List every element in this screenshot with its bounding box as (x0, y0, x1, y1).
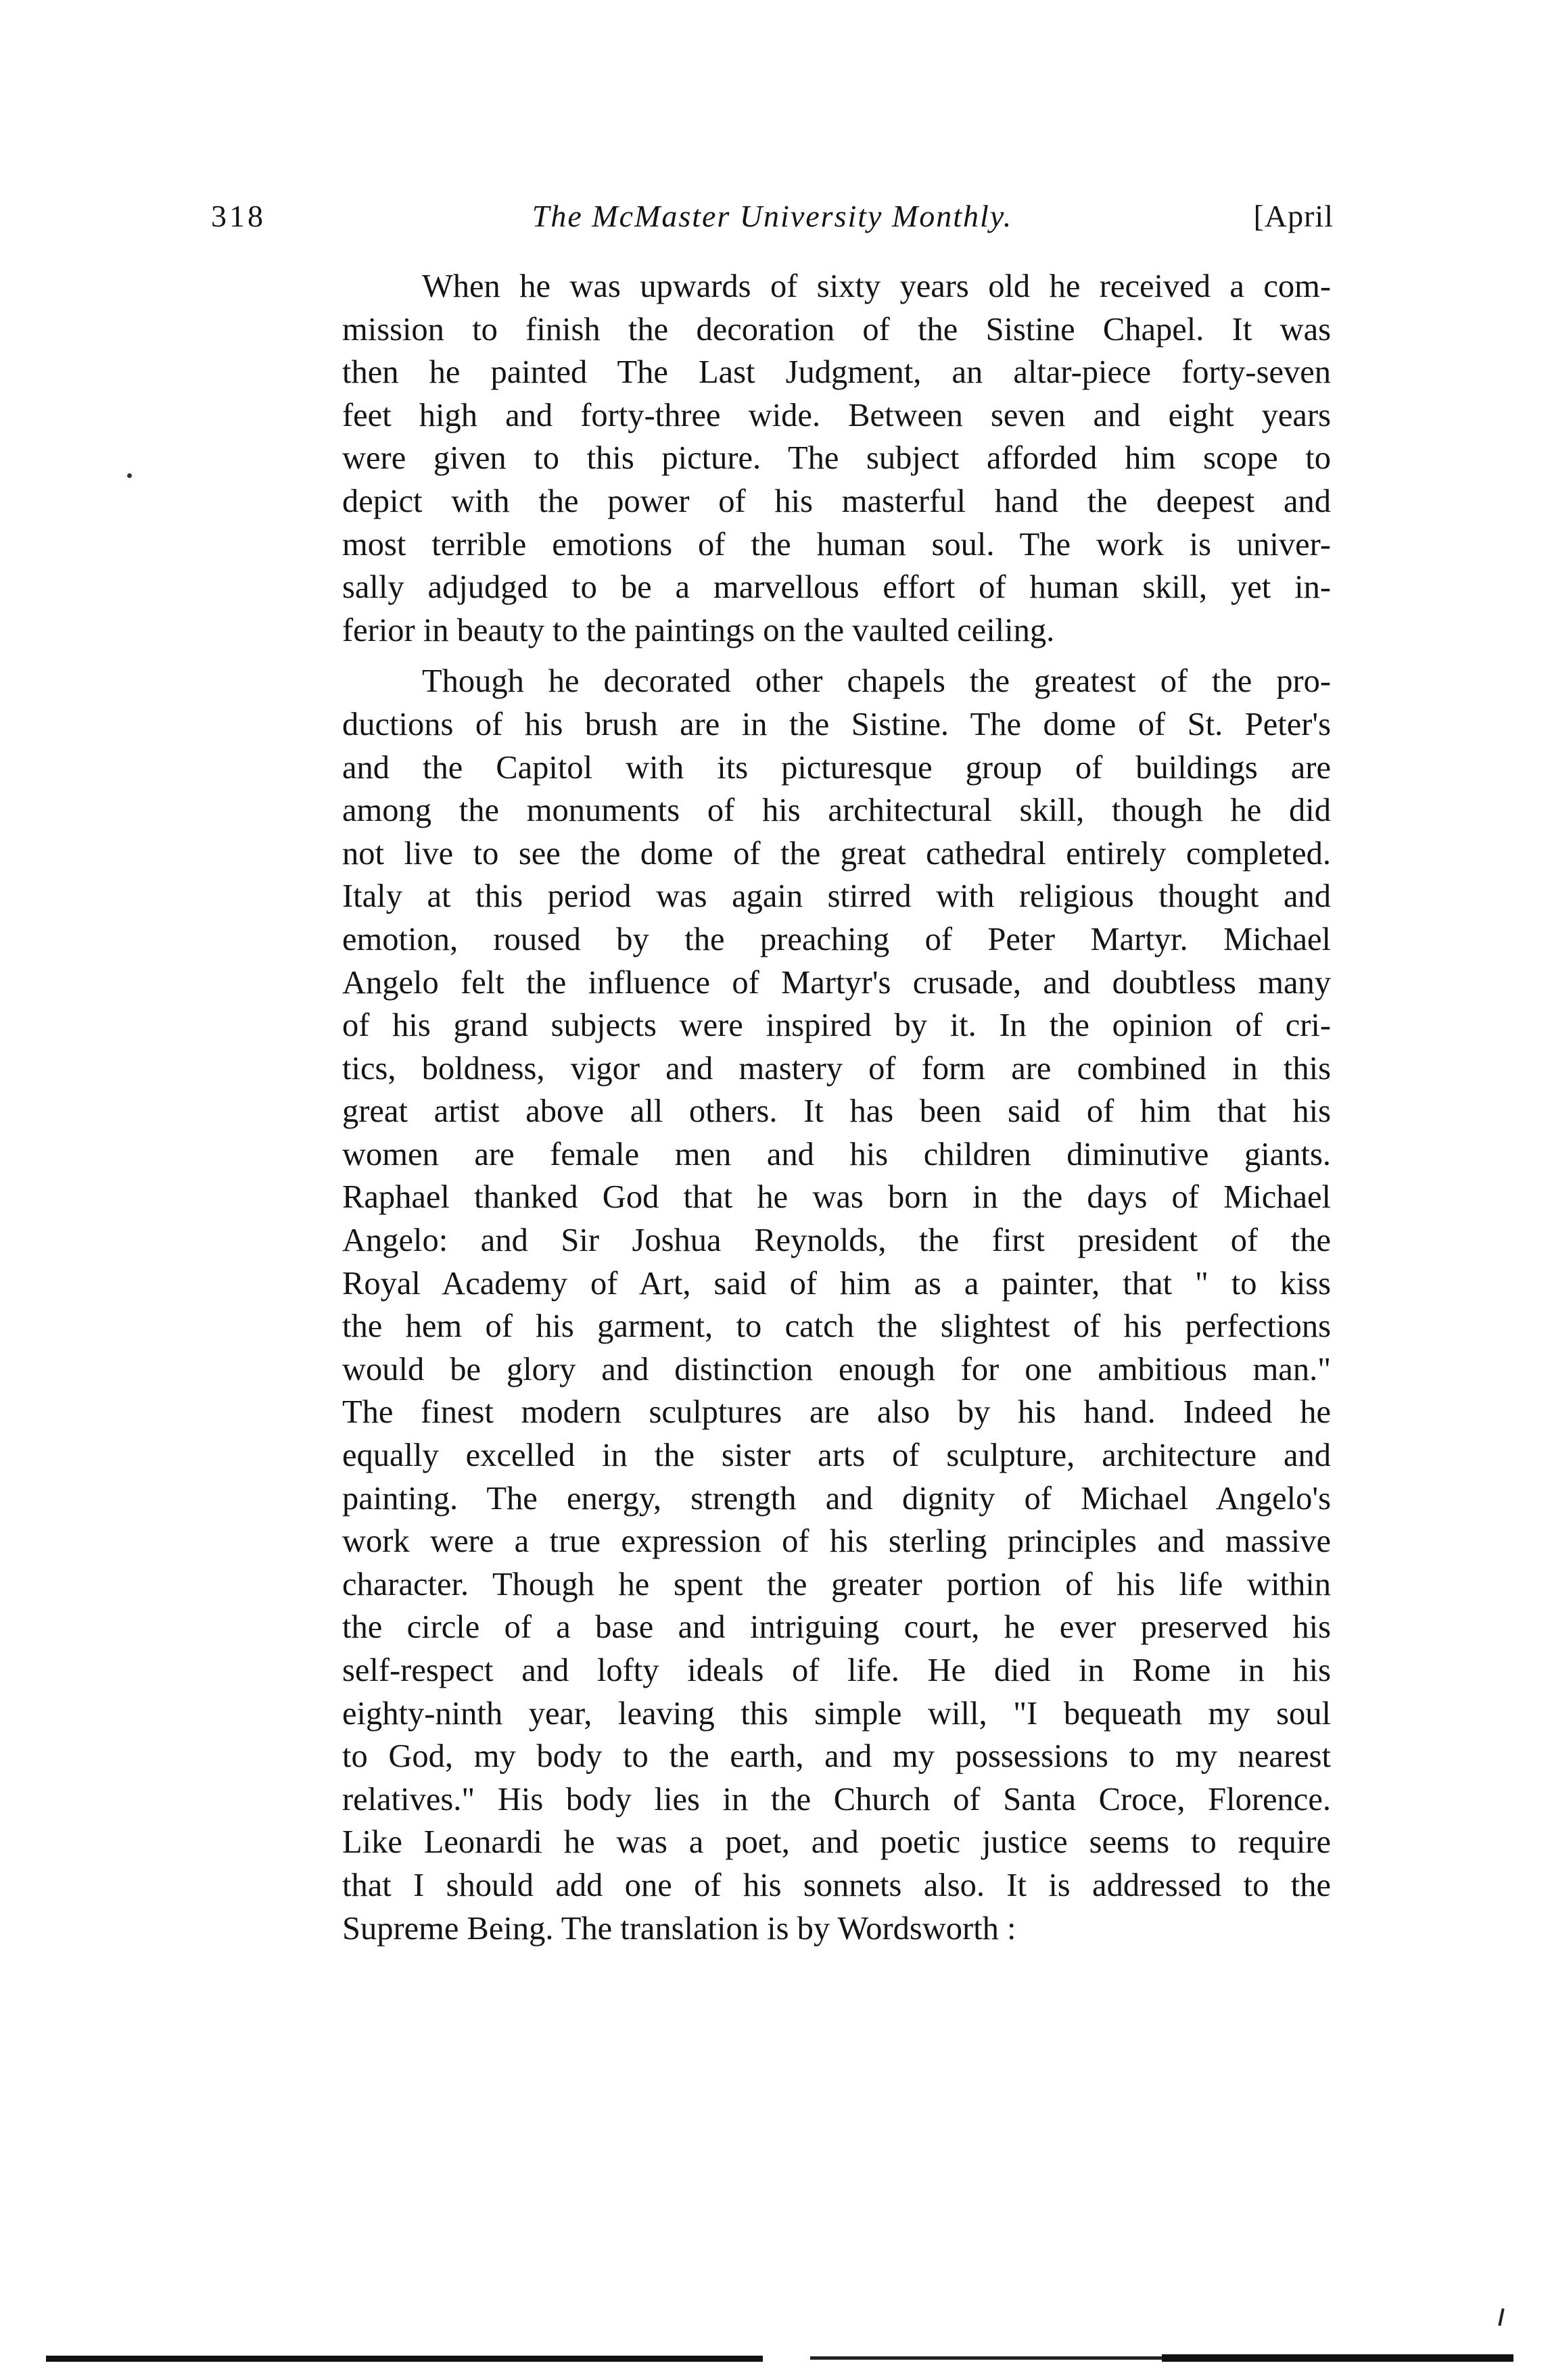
paragraph-1 (262, 265, 1331, 652)
text-line: were given to this picture. The subject afforded him scope to (342, 440, 1331, 477)
text-line: tics, boldness, vigor and mastery of form are combined in this (342, 1050, 1331, 1087)
text-line: Like Leonardi he was a poet, and poetic justice seems to require (342, 1824, 1331, 1861)
page-number: 318 (211, 199, 266, 233)
text-line: ferior in beauty to the paintings on the vaulted ceiling. (342, 612, 1055, 648)
margin-speck (127, 473, 132, 478)
text-line: work were a true expression of his sterling principles and massive (342, 1523, 1331, 1560)
text-line: and the Capitol with its picturesque group of buildings are (342, 749, 1331, 786)
text-line: great artist above all others. It has been said of him that his (342, 1093, 1331, 1130)
text-line: among the monuments of his architectural skill, though he did (342, 792, 1331, 829)
journal-title: The McMaster University Monthly. (532, 199, 1013, 233)
text-line: the circle of a base and intriguing court, he ever preserved his (342, 1609, 1331, 1646)
text-line: Angelo felt the influence of Martyr's crusade, and doubtless many (342, 964, 1331, 1001)
text-line: most terrible emotions of the human soul. The work is univer- (342, 526, 1331, 563)
article-body (262, 265, 1331, 1958)
text-line: Raphael thanked God that he was born in the days of Michael (342, 1179, 1331, 1216)
text-line: Though he decorated other chapels the greatest of the pro- (422, 663, 1331, 700)
text-line: relatives." His body lies in the Church of Santa Croce, Florence. (342, 1781, 1331, 1817)
issue-month: [April (1253, 199, 1334, 233)
text-line: equally excelled in the sister arts of sculpture, architecture and (342, 1437, 1331, 1474)
text-line: to God, my body to the earth, and my possessions to my nearest (342, 1738, 1331, 1775)
text-line: mission to finish the decoration of the Sistine Chapel. It was (342, 311, 1331, 348)
text-line: emotion, roused by the preaching of Peter Martyr. Michael (342, 921, 1331, 957)
text-line: of his grand subjects were inspired by it. In the opinion of cri- (342, 1007, 1331, 1044)
text-line: sally adjudged to be a marvellous effort of human skill, yet in- (342, 569, 1331, 606)
text-line: the hem of his garment, to catch the slightest of his perfections (342, 1308, 1331, 1345)
text-line: Royal Academy of Art, said of him as a painter, that " to kiss (342, 1265, 1331, 1302)
rule-segment (46, 2356, 763, 2362)
text-line: character. Though he spent the greater portion of his life within (342, 1566, 1331, 1602)
text-line: women are female men and his children diminutive giants. (342, 1136, 1331, 1172)
text-line: self-respect and lofty ideals of life. He died in Rome in his (342, 1652, 1331, 1688)
text-line: When he was upwards of sixty years old he received a com- (422, 268, 1331, 304)
text-line: Supreme Being. The translation is by Wordsworth : (342, 1910, 1016, 1947)
text-line: not live to see the dome of the great cathedral entirely completed. (342, 835, 1331, 872)
text-line: would be glory and distinction enough for one ambitious man." (342, 1351, 1331, 1387)
text-line: eighty-ninth year, leaving this simple will, "I bequeath my soul (342, 1695, 1331, 1732)
rule-segment (810, 2356, 1162, 2360)
text-line: ductions of his brush are in the Sistine. The dome of St. Peter's (342, 706, 1331, 742)
text-line: then he painted The Last Judgment, an altar-piece forty-seven (342, 354, 1331, 391)
text-line: The finest modern sculptures are also by his hand. Indeed he (342, 1394, 1331, 1431)
text-line: that I should add one of his sonnets also. It is addressed to the (342, 1867, 1331, 1903)
paragraph-2 (262, 660, 1331, 1950)
rule-segment (1162, 2354, 1513, 2362)
page-bottom-rule (46, 2354, 1520, 2362)
text-line: Italy at this period was again stirred with religious thought and (342, 878, 1331, 915)
text-line: painting. The energy, strength and dignity of Michael Angelo's (342, 1480, 1331, 1517)
text-line: feet high and forty-three wide. Between seven and eight years (342, 397, 1331, 433)
running-header (211, 198, 1334, 245)
text-line: depict with the power of his masterful hand the deepest and (342, 483, 1331, 519)
stray-ink-mark (1498, 2308, 1504, 2326)
text-line: Angelo: and Sir Joshua Reynolds, the first president of the (342, 1222, 1331, 1259)
